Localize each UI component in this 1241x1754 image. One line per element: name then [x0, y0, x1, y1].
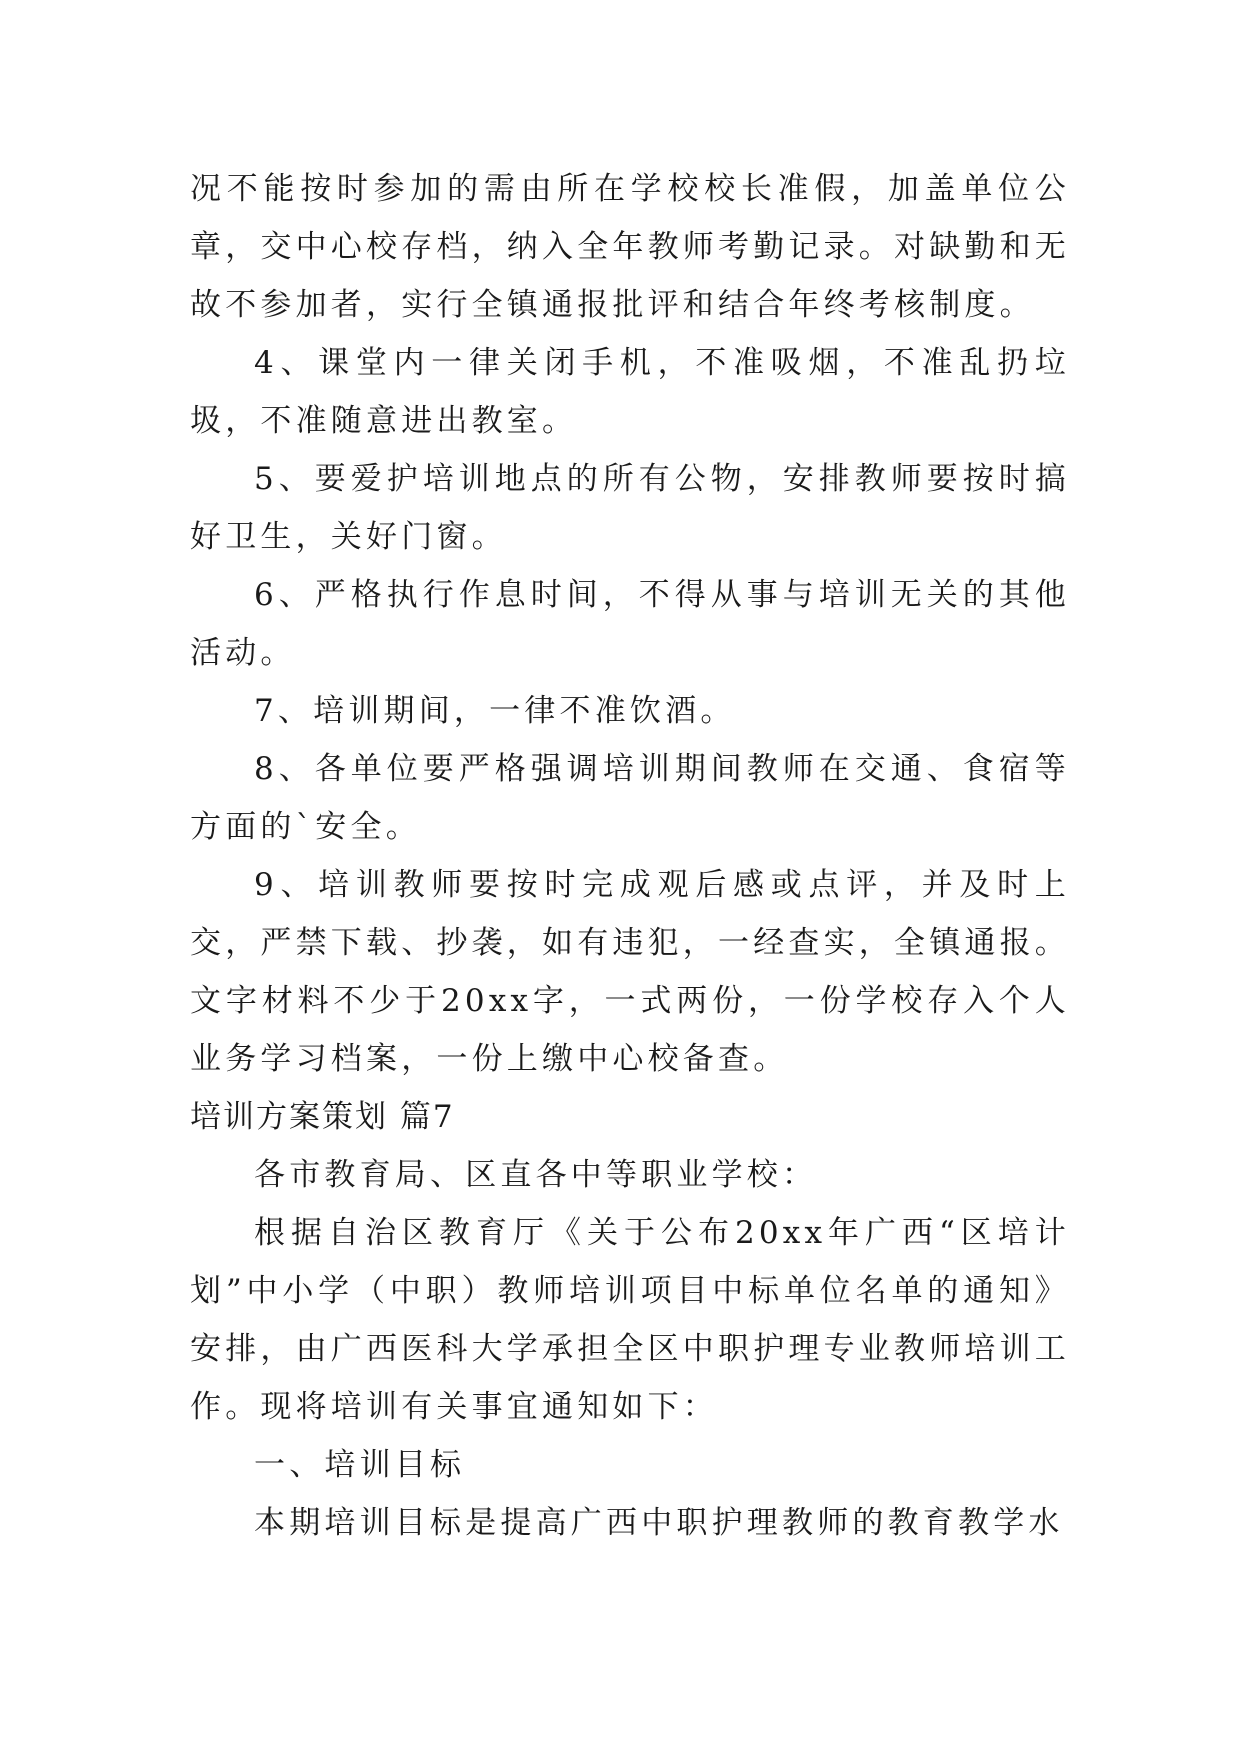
section-heading: 培训方案策划 篇7 — [190, 1099, 455, 1135]
paragraph-intro: 根据自治区教育厅《关于公布20xx年广西“区培计划”中小学（中职）教师培训项目中标单位名单的通知》安排，由广西医科大学承担全区中职护理专业教师培训工作。现将培训有关事宜通知如下： — [190, 1215, 1070, 1425]
paragraph-item-7: 7、培训期间，一律不准饮酒。 — [254, 693, 736, 729]
paragraph-goal: 本期培训目标是提高广西中职护理教师的教育教学水 — [254, 1505, 1064, 1541]
paragraph-item-9: 9、培训教师要按时完成观后感或点评，并及时上交，严禁下载、抄袭，如有违犯，一经查实，全镇通报。文字材料不少于20xx字，一式两份，一份学校存入个人业务学习档案，一份上缴中心校备查。 — [190, 867, 1070, 1077]
paragraph-salutation: 各市教育局、区直各中等职业学校： — [254, 1157, 818, 1193]
paragraph-continuation: 况不能按时参加的需由所在学校校长准假，加盖单位公章，交中心校存档，纳入全年教师考勤记录。对缺勤和无故不参加者，实行全镇通报批评和结合年终考核制度。 — [190, 171, 1070, 323]
paragraph-item-5: 5、要爱护培训地点的所有公物，安排教师要按时搞好卫生，关好门窗。 — [190, 461, 1070, 555]
paragraph-item-8: 8、各单位要严格强调培训期间教师在交通、食宿等方面的`安全。 — [190, 751, 1070, 845]
subheading-training-goal: 一、培训目标 — [254, 1447, 466, 1483]
document-body — [190, 160, 1070, 1552]
paragraph-item-4: 4、课堂内一律关闭手机，不准吸烟，不准乱扔垃圾，不准随意进出教室。 — [190, 345, 1070, 439]
paragraph-item-6: 6、严格执行作息时间，不得从事与培训无关的其他活动。 — [190, 577, 1070, 671]
